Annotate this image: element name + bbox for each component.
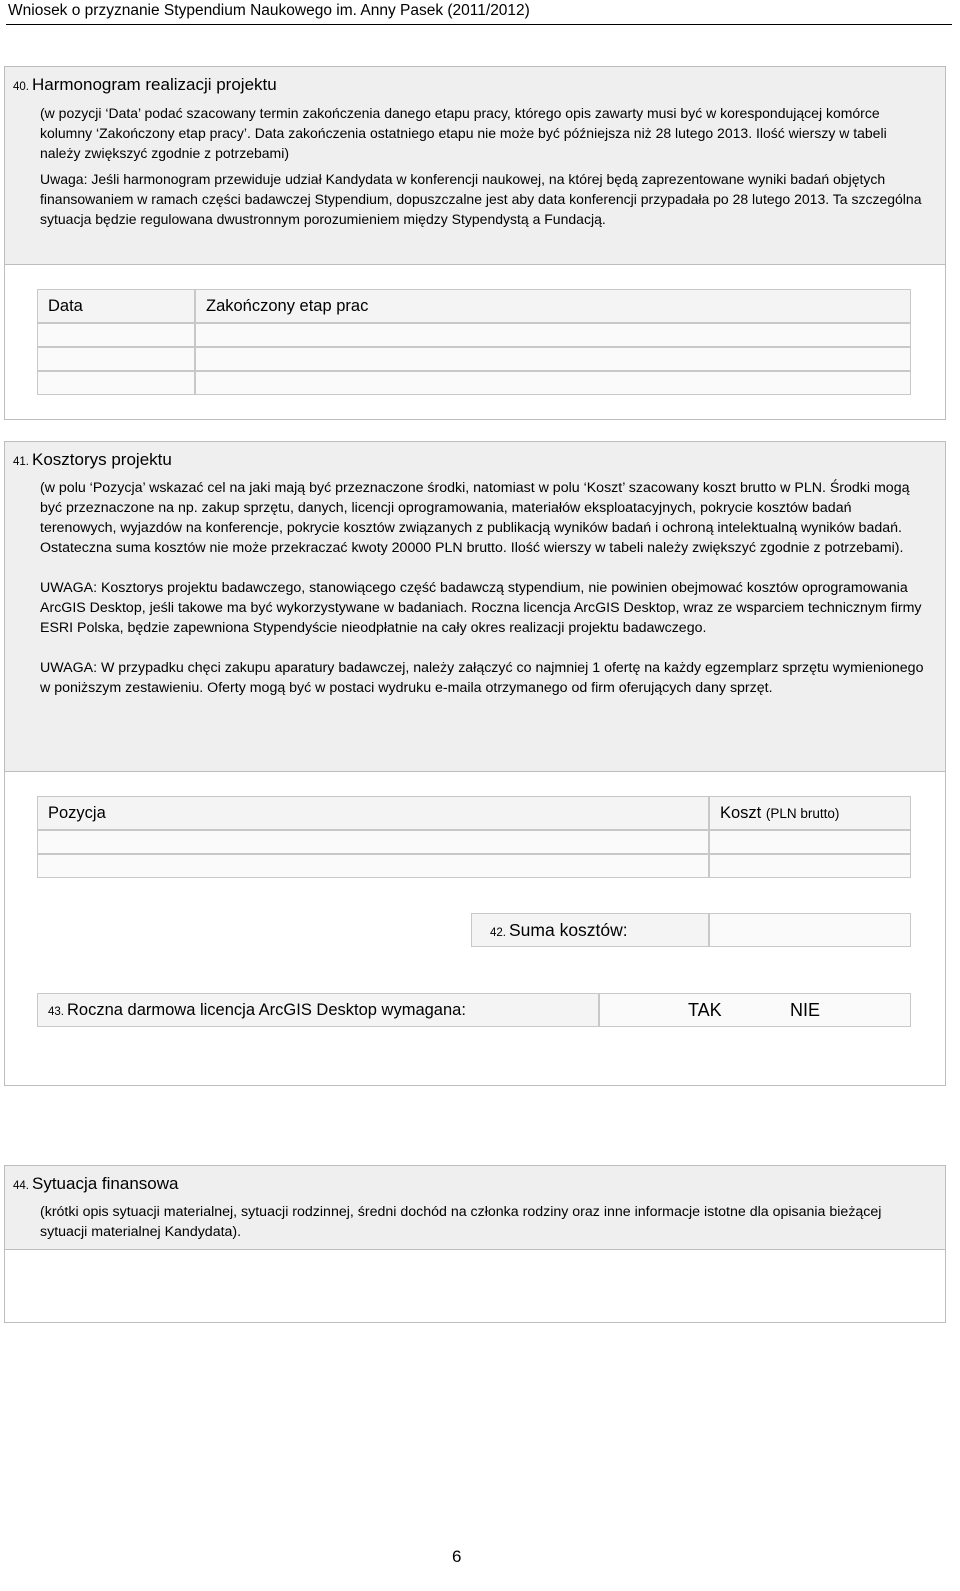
section-44-sytuacja-finansowa: [4, 1165, 946, 1323]
section-41-header: [5, 442, 945, 772]
license-question-cell: [37, 993, 599, 1027]
section-44-title: [13, 1174, 931, 1196]
cost-header-cost-unit: (PLN brutto): [765, 806, 840, 821]
schedule-header-stage: [195, 289, 911, 323]
cost-header-item: [37, 796, 709, 830]
section-41-number: 41.: [13, 456, 29, 468]
cost-sum-label: [490, 920, 628, 941]
cost-header-item-label: Pozycja: [48, 804, 106, 822]
schedule-date-field[interactable]: [37, 371, 195, 395]
schedule-header-stage-label: Zakończony etap prac: [206, 297, 369, 315]
section-44-description: (krótki opis sytuacji materialnej, sytuacji rodzinnej, średni dochód na członka rodziny oraz inne informacje istotne dla opisania bieżącej sytuacji materialnej Kandydata).: [40, 1204, 882, 1240]
section-40-title: [13, 75, 931, 97]
section-42-label-text: Suma kosztów:: [509, 920, 628, 940]
section-43-number: 43.: [48, 1006, 64, 1018]
cost-value-field[interactable]: [709, 854, 911, 878]
section-41-note-equipment: UWAGA: W przypadku chęci zakupu aparatury badawczej, należy załączyć co najmniej 1 ofertę na każdy egzemplarz sprzętu wymienionego w poniższym zestawieniu. Oferty mogą być w postaci wydruku e-maila otrzymanego od firm oferujących dany sprzęt.: [40, 660, 924, 696]
cost-header-cost-label: [720, 804, 839, 823]
schedule-stage-field[interactable]: [195, 371, 911, 395]
cost-header-cost-text: Koszt: [720, 804, 762, 822]
section-44-title-text: Sytuacja finansowa: [32, 1174, 179, 1193]
cost-value-field[interactable]: [709, 830, 911, 854]
section-43-label-text: Roczna darmowa licencja ArcGIS Desktop wymagana:: [67, 1001, 466, 1019]
section-40-number: 40.: [13, 81, 29, 93]
section-40-description: (w pozycji ‘Data’ podać szacowany termin zakończenia danego etapu pracy, którego opis zawarty musi być w korespondującej komórce kolumny ‘Zakończony etap pracy’. Data zakończenia ostatniego etapu nie może być późniejsza niż 28 lutego 2013. Ilość wierszy w tabeli należy zwiększyć zgodnie z potrzebami): [40, 105, 887, 161]
license-option-no[interactable]: NIE: [790, 1000, 821, 1020]
schedule-header-date: [37, 289, 195, 323]
section-41-title: [13, 450, 931, 472]
page-number: 6: [452, 1547, 462, 1566]
section-42-number: 42.: [490, 927, 506, 939]
section-40-title-text: Harmonogram realizacji projektu: [32, 75, 277, 94]
section-40-header: [5, 67, 945, 265]
schedule-header-date-label: Data: [48, 297, 83, 315]
license-question-label: [48, 1001, 466, 1020]
cost-sum-label-cell: [471, 913, 709, 947]
section-40-note: Uwaga: Jeśli harmonogram przewiduje udział Kandydata w konferencji naukowej, na której będą zaprezentowane wyniki badań objętych finansowaniem w ramach części badawczej Stypendium, dopuszczalne jest aby data konferencji przypadała po 28 lutego 2013. Ta szczególna sytuacja będzie regulowana dwustronnym porozumieniem między Stypendystą a Fundacją.: [40, 171, 922, 227]
schedule-stage-field[interactable]: [195, 347, 911, 371]
header-rule: [6, 24, 952, 25]
section-41-description: (w polu ‘Pozycja’ wskazać cel na jaki mają być przeznaczone środki, natomiast w polu ‘Koszt’ szacowany koszt brutto w PLN. Środki mogą być przeznaczone na np. zakup sprzętu, danych, licencji oprogramowania, materiałów eksploatacyjnych, pokrycie kosztów badań terenowych, wyjazdów na konferencje, pokrycie kosztów związanych z publikacją wyników badań i ochroną intelektualną wyników badań. Ostateczna suma kosztów nie może przekraczać kwoty 20000 PLN brutto. Ilość wierszy w tabeli należy zwiększyć zgodnie z potrzebami).: [40, 480, 910, 556]
section-41-kosztorys: [4, 441, 946, 1086]
license-option-yes[interactable]: TAK: [688, 1000, 722, 1020]
section-40-harmonogram: [4, 66, 946, 420]
section-44-header: [5, 1166, 945, 1250]
schedule-date-field[interactable]: [37, 347, 195, 371]
license-options-cell: [599, 993, 911, 1027]
cost-item-field[interactable]: [37, 830, 709, 854]
cost-sum-field[interactable]: [709, 913, 911, 947]
cost-item-field[interactable]: [37, 854, 709, 878]
schedule-date-field[interactable]: [37, 323, 195, 347]
document-title: Wniosek o przyznanie Stypendium Naukowego im. Anny Pasek (2011/2012): [8, 2, 530, 19]
schedule-stage-field[interactable]: [195, 323, 911, 347]
section-41-title-text: Kosztorys projektu: [32, 450, 172, 469]
cost-header-cost: [709, 796, 911, 830]
section-44-number: 44.: [13, 1180, 29, 1192]
financial-situation-field[interactable]: [5, 1250, 945, 1322]
section-41-note-license: UWAGA: Kosztorys projektu badawczego, stanowiącego część badawczą stypendium, nie powinien obejmować kosztów oprogramowania ArcGIS Desktop, jeśli takowe ma być wykorzystywane w badaniach. Roczna licencja ArcGIS Desktop, wraz ze wsparciem technicznym firmy ESRI Polska, będzie zapewniona Stypendyście nieodpłatnie na cały okres realizacji projektu badawczego.: [40, 580, 922, 636]
